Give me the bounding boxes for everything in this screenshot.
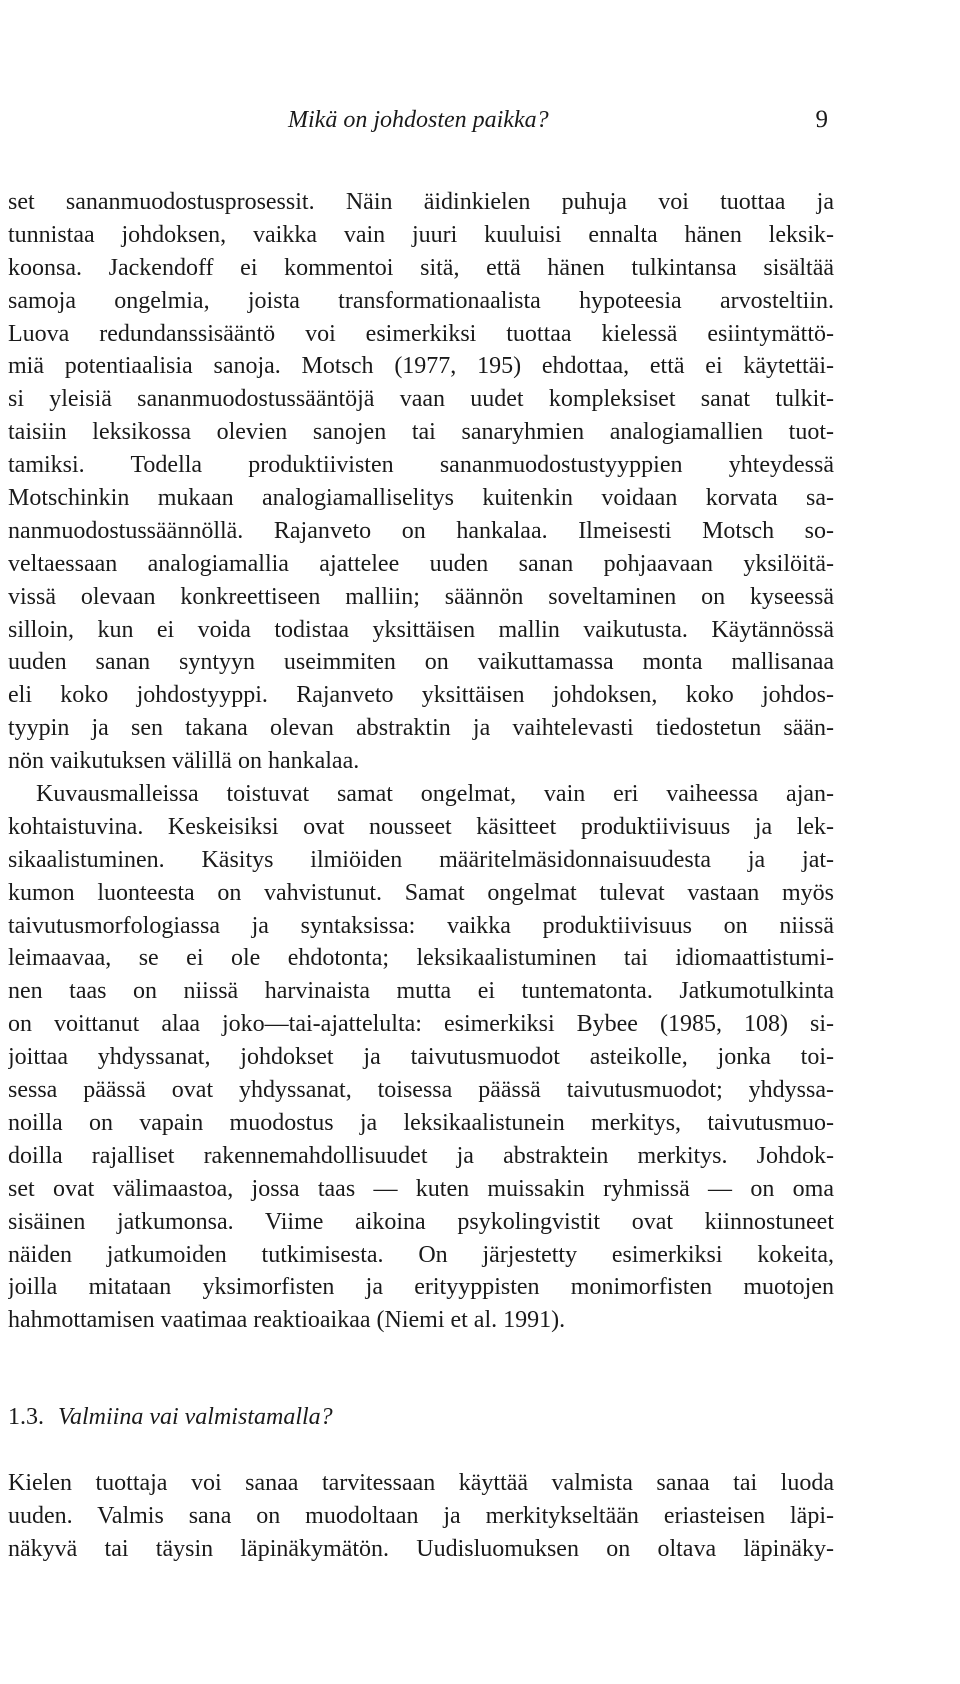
running-title: Mikä on johdosten paikka? bbox=[288, 107, 549, 133]
text-line: eli koko johdostyyppi. Rajanveto yksittäisen johdoksen, koko johdos- bbox=[8, 682, 834, 709]
text-line: kumon luonteesta on vahvistunut. Samat ongelmat tulevat vastaan myös bbox=[8, 879, 834, 906]
text-line: tyypin ja sen takana olevan abstraktin ja vaihtelevasti tiedostetun sään- bbox=[8, 715, 834, 742]
text-line: noilla on vapain muodostus ja leksikaalistunein merkitys, taivutusmuo- bbox=[8, 1109, 834, 1136]
text-line: Motschinkin mukaan analogiamalliselitys kuitenkin voidaan korvata sa- bbox=[8, 485, 834, 512]
text-line: taivutusmorfologiassa ja syntaksissa: vaikka produktiivisuus on niissä bbox=[8, 912, 834, 939]
text-line: sikaalistuminen. Käsitys ilmiöiden määritelmäsidonnaisuudesta ja jat- bbox=[8, 846, 834, 873]
page-number: 9 bbox=[815, 106, 828, 133]
text-line: joilla mitataan yksimorfisten ja erityyppisten monimorfisten muotojen bbox=[8, 1274, 834, 1301]
text-line: kohtaistuvina. Keskeisiksi ovat nousseet käsitteet produktiivisuus ja lek- bbox=[8, 813, 834, 840]
text-line: on voittanut alaa joko—tai-ajattelulta: esimerkiksi Bybee (1985, 108) si- bbox=[8, 1011, 834, 1038]
text-line: Kielen tuottaja voi sanaa tarvitessaan käyttää valmista sanaa tai luoda bbox=[8, 1470, 834, 1496]
text-line: tamiksi. Todella produktiivisten sananmuodostustyyppien yhteydessä bbox=[8, 452, 834, 479]
text-line: koonsa. Jackendoff ei kommentoi sitä, että hänen tulkintansa sisältää bbox=[8, 254, 834, 281]
text-line: veltaessaan analogiamallia ajattelee uuden sanan pohjaavaan yksilöitä- bbox=[8, 550, 834, 577]
text-line: set sananmuodostusprosessit. Näin äidinkielen puhuja voi tuottaa ja bbox=[8, 189, 834, 215]
section-heading bbox=[8, 1400, 333, 1434]
running-head bbox=[0, 100, 960, 140]
text-line: set ovat välimaastoa, jossa taas — kuten muissakin ryhmissä — on oma bbox=[8, 1175, 834, 1202]
text-line: näkyvä tai täysin läpinäkymätön. Uudisluomuksen on oltava läpinäky- bbox=[8, 1535, 834, 1562]
text-line: uuden sanan syntyyn useimmiten on vaikuttamassa monta mallisanaa bbox=[8, 649, 834, 676]
text-line: vissä olevaan konkreettiseen malliin; säännön soveltaminen on kyseessä bbox=[8, 583, 834, 610]
text-line: näiden jatkumoiden tutkimisesta. On järjestetty esimerkiksi kokeita, bbox=[8, 1241, 834, 1268]
text-line: joittaa yhdyssanat, johdokset ja taivutusmuodot asteikolle, jonka toi- bbox=[8, 1044, 834, 1071]
text-line: tunnistaa johdoksen, vaikka vain juuri kuuluisi ennalta hänen leksik- bbox=[8, 221, 834, 248]
text-line: nanmuodostussäännöllä. Rajanveto on hankalaa. Ilmeisesti Motsch so- bbox=[8, 517, 834, 544]
text-line: sessa päässä ovat yhdyssanat, toisessa päässä taivutusmuodot; yhdyssa- bbox=[8, 1077, 834, 1104]
text-line: si yleisiä sananmuodostussääntöjä vaan uudet kompleksiset sanat tulkit- bbox=[8, 386, 834, 413]
section-title: Valmiina vai valmistamalla? bbox=[58, 1404, 333, 1430]
text-line: sisäinen jatkumonsa. Viime aikoina psykolingvistit ovat kiinnostuneet bbox=[8, 1208, 834, 1235]
paragraph-1 bbox=[8, 186, 834, 778]
text-line: nön vaikutuksen välillä on hankalaa. bbox=[8, 748, 360, 775]
text-line: silloin, kun ei voida todistaa yksittäisen mallin vaikutusta. Käytännössä bbox=[8, 616, 834, 643]
text-line: taisiin leksikossa olevien sanojen tai sanaryhmien analogiamallien tuot- bbox=[8, 419, 834, 446]
text-line: hahmottamisen vaatimaa reaktioaikaa (Niemi et al. 1991). bbox=[8, 1307, 566, 1334]
section-number: 1.3. bbox=[8, 1404, 44, 1430]
text-line: Luova redundanssisääntö voi esimerkiksi tuottaa kielessä esiintymättö- bbox=[8, 320, 834, 347]
body-text bbox=[8, 186, 834, 1337]
text-line: leimaavaa, se ei ole ehdotonta; leksikaalistuminen tai idiomaattistumi- bbox=[8, 945, 834, 972]
text-line: Kuvausmalleissa toistuvat samat ongelmat, vain eri vaiheessa ajan- bbox=[36, 781, 834, 808]
text-line: miä potentiaalisia sanoja. Motsch (1977, 195) ehdottaa, että ei käytettäi- bbox=[8, 353, 834, 380]
text-line: nen taas on niissä harvinaista mutta ei tuntematonta. Jatkumotulkinta bbox=[8, 978, 834, 1005]
text-line: uuden. Valmis sana on muodoltaan ja merkitykseltään eriasteisen läpi- bbox=[8, 1502, 834, 1529]
text-line: doilla rajalliset rakennemahdollisuudet ja abstraktein merkitys. Johdok- bbox=[8, 1142, 834, 1169]
section-body-text bbox=[8, 1467, 834, 1566]
paragraph-3 bbox=[8, 1467, 834, 1566]
paragraph-2 bbox=[8, 778, 834, 1337]
text-line: samoja ongelmia, joista transformationaalista hypoteesia arvosteltiin. bbox=[8, 287, 834, 314]
